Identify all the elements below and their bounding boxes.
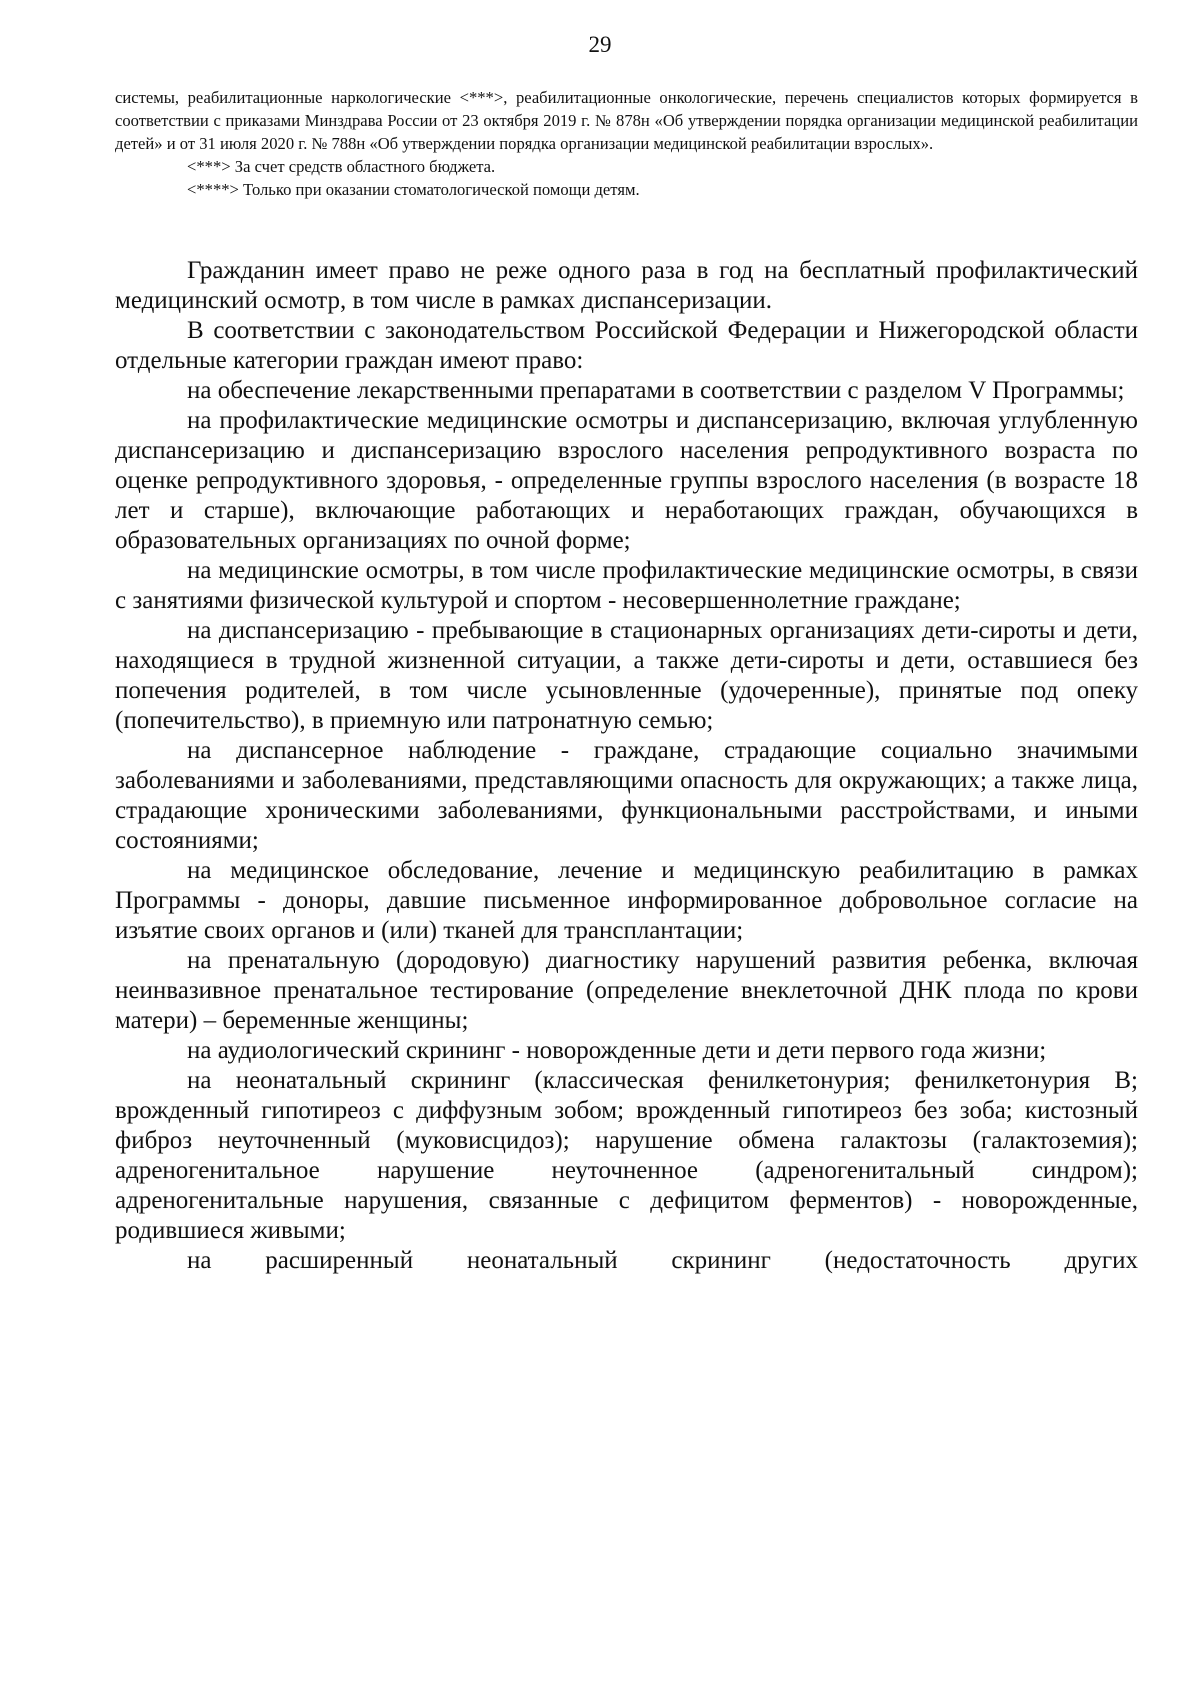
paragraph: на аудиологический скрининг - новорожденные дети и дети первого года жизни; bbox=[187, 1037, 1047, 1064]
paragraph: на медицинские осмотры, в том числе профилактические медицинские осмотры, в связи с занятиями физической культурой и спортом - несовершеннолетние граждане; bbox=[115, 557, 1138, 614]
footnote-continuation: системы, реабилитационные наркологические <***>, реабилитационные онкологические, перечень специалистов которых формируется в соответствии с приказами Минздрава России от 23 октября 2019 г. № 878н «Об утверждении порядка организации медицинской реабилитации детей» и от 31 июля 2020 г. № 788н «Об утверждении порядка организации медицинской реабилитации взрослых». bbox=[115, 88, 1138, 153]
paragraph: на диспансеризацию - пребывающие в стационарных организациях дети-сироты и дети, находящиеся в трудной жизненной ситуации, а также дети-сироты и дети, оставшиеся без попечения родителей, в том числе усыновленные (удочеренные), принятые под опеку (попечительство), в приемную или патронатную семью; bbox=[115, 617, 1138, 734]
paragraph: на неонатальный скрининг (классическая фенилкетонурия; фенилкетонурия В; врожденный гипотиреоз с диффузным зобом; врожденный гипотиреоз без зоба; кистозный фиброз неуточненный (муковисцидоз); нарушение обмена галактозы (галактоземия); адреногенитальное нарушение неуточненное (адреногенитальный синдром); адреногенитальные нарушения, связанные с дефицитом ферментов) - новорожденные, родившиеся живыми; bbox=[115, 1067, 1138, 1244]
paragraph: на профилактические медицинские осмотры и диспансеризацию, включая углубленную диспансеризацию и диспансеризацию взрослого населения репродуктивного возраста по оценке репродуктивного здоровья, - определенные группы взрослого населения (в возрасте 18 лет и старше), включающие работающих и неработающих граждан, обучающихся в образовательных организациях по очной форме; bbox=[115, 407, 1138, 554]
paragraph: на медицинское обследование, лечение и медицинскую реабилитацию в рамках Программы - доноры, давшие письменное информированное добровольное согласие на изъятие своих органов и (или) тканей для трансплантации; bbox=[115, 857, 1138, 944]
footnote-dental-children: <****> Только при оказании стоматологической помощи детям. bbox=[187, 180, 640, 199]
paragraph: на обеспечение лекарственными препаратами в соответствии с разделом V Программы; bbox=[187, 377, 1125, 404]
paragraph: на диспансерное наблюдение - граждане, страдающие социально значимыми заболеваниями и заболеваниями, представляющими опасность для окружающих; а также лица, страдающие хроническими заболеваниями, функциональными расстройствами, и иными состояниями; bbox=[115, 737, 1138, 854]
page-number: 29 bbox=[588, 32, 612, 57]
paragraph-continued: на расширенный неонатальный скрининг (недостаточность других bbox=[187, 1247, 1138, 1274]
footnote-regional-budget: <***> За счет средств областного бюджета. bbox=[187, 157, 496, 176]
footnotes-block bbox=[115, 86, 1138, 201]
paragraph: на пренатальную (дородовую) диагностику нарушений развития ребенка, включая неинвазивное пренатальное тестирование (определение внеклеточной ДНК плода по крови матери) – беременные женщины; bbox=[115, 947, 1138, 1034]
main-body-text bbox=[115, 256, 1138, 1276]
paragraph: В соответствии с законодательством Российской Федерации и Нижегородской области отдельные категории граждан имеют право: bbox=[115, 317, 1138, 374]
paragraph: Гражданин имеет право не реже одного раза в год на бесплатный профилактический медицинский осмотр, в том числе в рамках диспансеризации. bbox=[115, 257, 1138, 314]
